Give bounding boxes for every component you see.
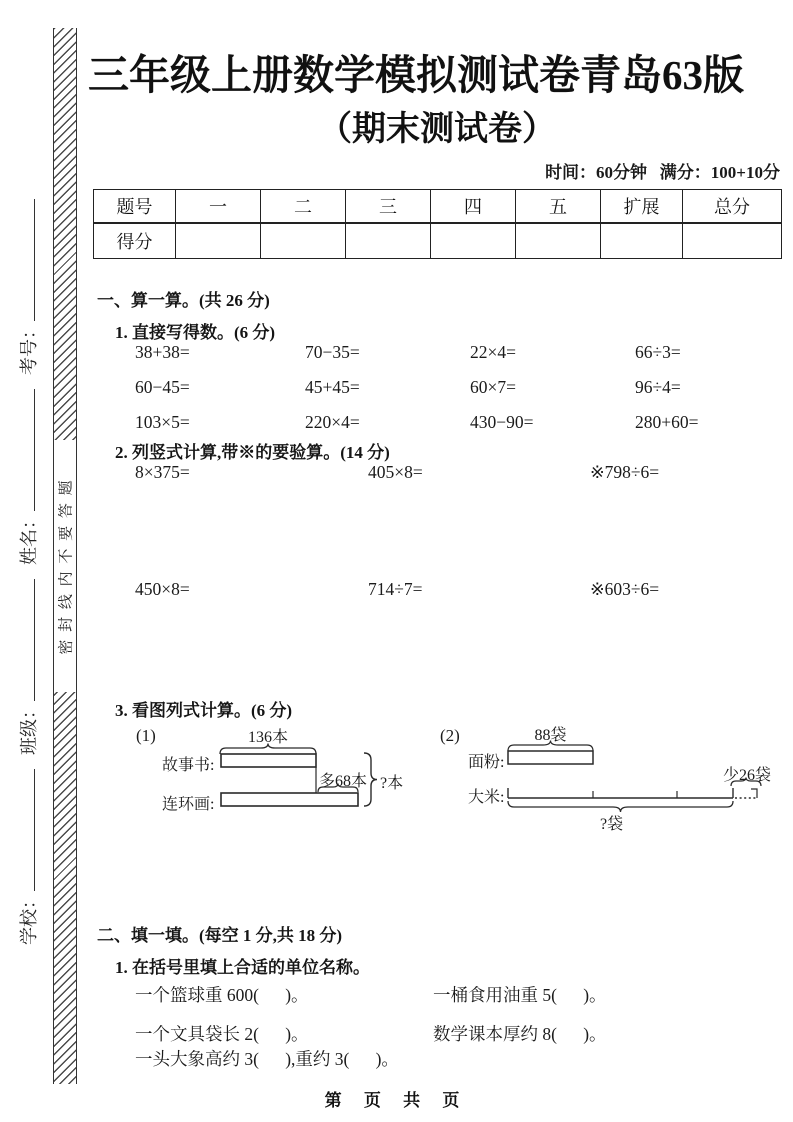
math-problem: 70−35=: [305, 342, 360, 362]
name-label: 姓名：: [19, 511, 39, 565]
unit-fill-grid: [135, 982, 780, 1046]
bar2-label: 大米:: [468, 789, 505, 806]
score-table-score-row: [94, 223, 782, 259]
school-label: 学校：: [19, 891, 39, 945]
score-cell: [176, 223, 261, 259]
bar-diagram-books: [130, 722, 415, 834]
score-cell: [261, 223, 346, 259]
math-problem: 714÷7=: [368, 579, 423, 599]
name-blank-line: [34, 389, 35, 511]
name-field: [15, 389, 41, 565]
math-problem: 450×8=: [135, 579, 190, 599]
page-footer: 第 页 共 页: [324, 1091, 469, 1110]
score-cell: [431, 223, 516, 259]
math-problem: 60×7=: [470, 377, 516, 397]
math-problem: 8×375=: [135, 462, 190, 482]
header-part-2: 二: [261, 190, 346, 223]
math-problem: 38+38=: [135, 342, 190, 362]
seal-text: 密 封 线 内 不 要 答 题: [58, 477, 75, 655]
unit-fill-last-row: [135, 1046, 399, 1071]
header-total: 总分: [683, 190, 782, 223]
fill-item: 一头大象高约 3( ),重约 3( )。: [135, 1049, 399, 1069]
total-question-label: ?袋: [600, 816, 624, 833]
exam-number-field: [15, 199, 41, 375]
math-problem: 60−45=: [135, 377, 190, 397]
diagram-number: (2): [440, 726, 460, 745]
student-info-fields: [15, 132, 51, 1012]
column-calc-row-1: [135, 462, 780, 483]
section2-q1-title: 1. 在括号里填上合适的单位名称。: [115, 958, 370, 977]
math-problem: 96÷4=: [635, 377, 681, 397]
fill-item: 一个篮球重 600( )。: [135, 985, 309, 1005]
seal-line-strip: [53, 28, 77, 1084]
section1-q3-title: 3. 看图列式计算。(6 分): [115, 701, 293, 720]
header-question-number: 题号: [94, 190, 176, 223]
bar1-value-label: 136本: [247, 729, 288, 746]
exam-number-blank-line: [34, 199, 35, 321]
score-cell: [516, 223, 601, 259]
diagram-number: (1): [136, 726, 156, 745]
column-calc-row-2: [135, 579, 780, 600]
header-extension: 扩展: [601, 190, 683, 223]
page-subtitle: （期末测试卷）: [318, 111, 556, 148]
class-label: 班级：: [19, 701, 39, 755]
total-question-label: ?本: [380, 775, 404, 792]
section1-title: 一、算一算。(共 26 分): [97, 291, 270, 310]
section1-q2-title: 2. 列竖式计算,带※的要验算。(14 分): [115, 443, 390, 462]
score-table-header-row: [94, 190, 782, 223]
time-score-info: 时间：60分钟 满分：100+10分: [545, 163, 780, 182]
school-blank-line: [34, 769, 35, 891]
math-problem: ※603÷6=: [590, 579, 660, 599]
score-cell: [683, 223, 782, 259]
math-problem: 430−90=: [470, 412, 534, 432]
difference-label: 多68本: [319, 773, 368, 790]
difference-label: 少26袋: [723, 767, 772, 784]
fill-item: 数学课本厚约 8( )。: [433, 1024, 607, 1044]
bar2-label: 连环画:: [162, 796, 215, 813]
section1-q1-title: 1. 直接写得数。(6 分): [115, 323, 276, 342]
section2-title: 二、填一填。(每空 1 分,共 18 分): [97, 926, 343, 945]
bar1-value-label: 88袋: [534, 727, 567, 744]
math-problem: 220×4=: [305, 412, 360, 432]
math-problem: 103×5=: [135, 412, 190, 432]
math-problem: 22×4=: [470, 342, 516, 362]
math-problem: 66÷3=: [635, 342, 681, 362]
fill-item: 一个文具袋长 2( )。: [135, 1024, 309, 1044]
header-part-3: 三: [346, 190, 431, 223]
header-part-1: 一: [176, 190, 261, 223]
score-row-label: 得分: [94, 223, 176, 259]
bar1-label: 面粉:: [468, 754, 505, 771]
score-table: [93, 189, 782, 259]
page-title: 三年级上册数学模拟测试卷青岛63版: [88, 52, 744, 98]
math-problem: ※798÷6=: [590, 462, 660, 482]
score-cell: [601, 223, 683, 259]
exam-number-label: 考号：: [19, 321, 39, 375]
math-problem: 280+60=: [635, 412, 699, 432]
class-field: [15, 579, 41, 755]
header-part-4: 四: [431, 190, 516, 223]
class-blank-line: [34, 579, 35, 701]
math-problem: 45+45=: [305, 377, 360, 397]
math-problem: 405×8=: [368, 462, 423, 482]
seal-text-box: [54, 440, 76, 692]
bar-diagram-flour-rice: [435, 720, 785, 835]
header-part-5: 五: [516, 190, 601, 223]
mental-math-grid: [135, 342, 780, 433]
score-cell: [346, 223, 431, 259]
fill-item: 一桶食用油重 5( )。: [433, 985, 607, 1005]
bar1-label: 故事书:: [162, 757, 215, 774]
school-field: [15, 769, 41, 945]
